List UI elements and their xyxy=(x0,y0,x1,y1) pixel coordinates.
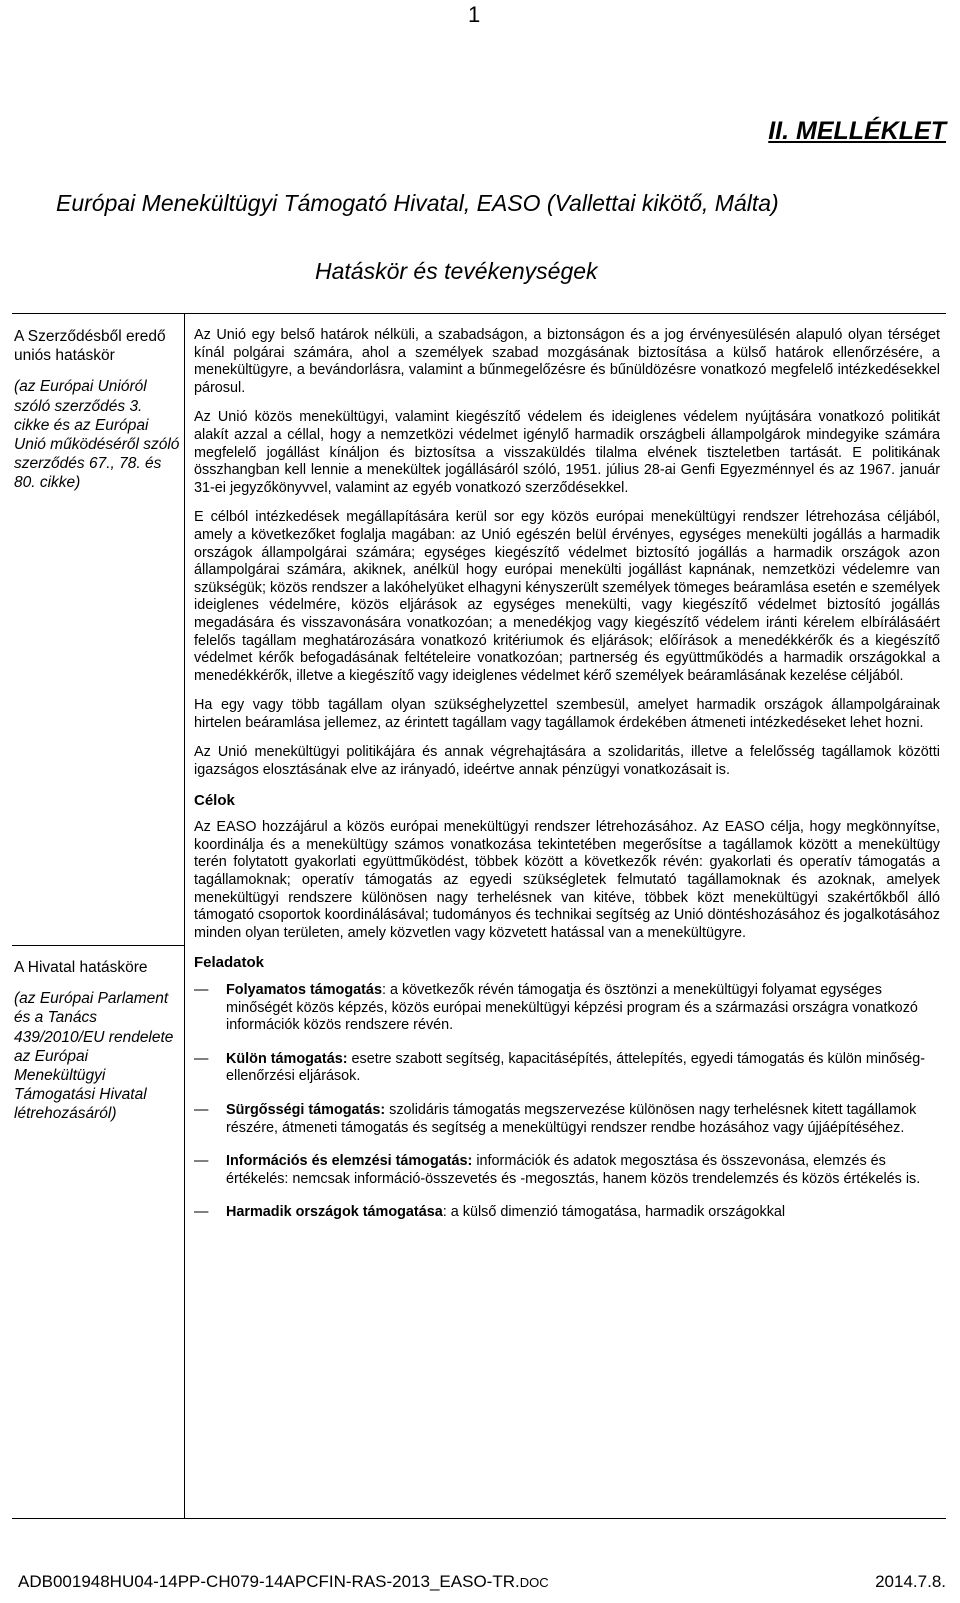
list-item xyxy=(194,1153,940,1188)
task-text: esetre szabott segítség, kapacitásépítés, áttelepítés, egyedi támogatás és külön minőség-ellenőrzési eljárások. xyxy=(226,1050,926,1085)
dash-bullet-icon: — xyxy=(194,1153,209,1170)
footer-doc-ext: DOC xyxy=(519,1575,549,1590)
footer-rule xyxy=(12,1518,946,1519)
task-text: : a következők révén támogatja és ösztönzi a menekültügyi folyamat egységes minőségét közös képzés, közös európai menekültügyi képzési program és a származási országra vonatkozó információk közös rendszere révén. xyxy=(226,982,918,1034)
section-2-heading: A Hivatal hatásköre xyxy=(14,959,148,976)
table-top-rule xyxy=(12,313,946,314)
task-label: Folyamatos támogatás xyxy=(226,982,382,998)
footer-doc-ref xyxy=(18,1572,549,1592)
task-text: szolidáris támogatás megszervezése különösen nagy terhelésnek kitett tagállamok részére, átmeneti támogatás és segítség a menekültügyi rendszer rendbe hozásához vagy újjáépítéséhez. xyxy=(226,1101,917,1136)
main-content xyxy=(194,327,940,1238)
section-2-label xyxy=(14,958,180,1124)
footer-date: 2014.7.8. xyxy=(875,1572,946,1591)
goals-text: Az EASO hozzájárul a közös európai menekültügyi rendszer létrehozásához. Az EASO célja, hogy megkönnyítse, koordinálja és a menekültügy számos vonatkozása tekintetében megerősítse a tagállamok között a menekültügy terén folytatott gyakorlati együttműködést, többek között a következők révén: gyakorlati és operatív támogatás a tagállamoknak; operatív támogatás az egyedi szükségletek felmutató tagállamoknak és azoknak, amelyek menekültügyi rendszere különösen nagy terhelésnek van kitéve, többek közt menekültügyi szakértőkből álló támogató csoportok koordinálásával; tudományos és technikai segítség az Unió döntéshozásához és jogalkotásához minden olyan területen, amely közvetlen vagy közvetett hatással van a menekültügyre. xyxy=(194,819,940,941)
column-divider xyxy=(184,313,185,1518)
task-label: Információs és elemzési támogatás: xyxy=(226,1153,473,1170)
list-item xyxy=(194,1102,940,1137)
dash-bullet-icon: — xyxy=(194,1050,209,1067)
paragraph: Az Unió egy belső határok nélküli, a szabadságon, a biztonságon és a jog érvényesülésén alapuló olyan térséget kínál polgárai számára, ahol a személyek szabad mozgásának biztosítása a külső határok ellenőrzésére, a menekültügyre, a bevándorlásra, valamint a bűnmegelőzésre és bűnüldözésre vonatkozó megfelelő intézkedésekkel párosul. xyxy=(194,327,940,396)
paragraph: Az Unió közös menekültügyi, valamint kiegészítő védelem és ideiglenes védelem nyújtására vonatkozó politikát alakít azzal a céllal, hogy a nemzetközi védelmet igénylő harmadik országbeli állampolgárok mindegyike számára megfelelő jogállást kínáljon és biztosítsa a visszaküldés tilalma elvének tiszteletben tartását. E politikának összhangban kell lennie a menekültek jogállásáról szóló, 1951. július 28-ai Genfi Egyezménnyel és az 1967. január 31-ei jegyzőkönyvvel, valamint az egyéb vonatkozó szerződésekkel. xyxy=(194,409,940,496)
section-1-note: (az Európai Unióról szóló szerződés 3. cikke és az Európai Unió működéséről szóló szerződés 67., 78. és 80. cikke) xyxy=(14,378,180,492)
list-item xyxy=(194,1204,940,1222)
section-2-note: (az Európai Parlament és a Tanács 439/2010/EU rendelete az Európai Menekültügyi Támogatási Hivatal létrehozásáról) xyxy=(14,990,174,1123)
section-divider xyxy=(12,945,184,946)
task-text: információk és adatok megosztása és összevonása, elemzés és értékelés: nemcsak információ-összevetés és -megosztás, hanem közös trendelemzés és közös értékelés is. xyxy=(226,1153,921,1187)
task-label: Harmadik országok támogatása xyxy=(226,1204,443,1221)
goals-heading: Célok xyxy=(194,791,235,809)
task-text: : a külső dimenzió támogatása, harmadik országokkal xyxy=(442,1204,786,1221)
task-label: Külön támogatás: xyxy=(226,1050,348,1067)
list-item xyxy=(194,1051,940,1086)
section-1-label xyxy=(14,327,180,493)
list-item xyxy=(194,982,940,1035)
footer-doc-ref-text: ADB001948HU04-14PP-CH079-14APCFIN-RAS-2013_EASO-TR. xyxy=(18,1572,520,1591)
annex-title: II. MELLÉKLET xyxy=(768,117,946,145)
document-subtitle: Hatáskör és tevékenységek xyxy=(315,258,598,284)
tasks-heading: Feladatok xyxy=(194,954,265,972)
document-title: Európai Menekültügyi Támogató Hivatal, EASO (Vallettai kikötő, Málta) xyxy=(56,190,779,216)
task-label: Sürgősségi támogatás: xyxy=(226,1101,386,1118)
paragraph: E célból intézkedések megállapítására kerül sor egy közös európai menekültügyi rendszer létrehozása céljából, amely a következőket foglalja magában: az Unió egészén belül érvényes, egységes menekülti jogállás a harmadik országok állampolgárai számára; egységes kiegészítő védelmet biztosító jogállás a harmadik országok azon állampolgárai számára, akiknek, anélkül hogy európai menekülti jogállást kapnának, nemzetközi védelemre van szükségük; közös rendszer a lakóhelyüket elhagyni kényszerült személyek tömeges beáramlása esetén e személyek ideiglenes védelmére, közös eljárások az egységes menekülti, vagy kiegészítő védelmet biztosító jogállás megadására és visszavonására vonatkozóan; a menedékjog vagy kiegészítő védelem iránti kérelem elbírálásáért felelős tagállam meghatározására vonatkozó kritériumok és eljárások; előírások a menedékkérők és a kiegészítő védelmet kérők befogadásának feltételeire vonatkozóan; partnerség és együttműködés a harmadik országokkal a menedékkérők, illetve a kiegészítő vagy ideiglenes védelmet kérő személyek beáramlásának kezelése céljából. xyxy=(194,509,940,684)
section-1-heading: A Szerződésből eredő uniós hatáskör xyxy=(14,328,166,365)
paragraph: Az Unió menekültügyi politikájára és annak végrehajtására a szolidaritás, illetve a felelősség tagállamok közötti igazságos elosztásának elve az irányadó, ideértve annak pénzügyi vonatkozásait is. xyxy=(194,744,940,779)
dash-bullet-icon: — xyxy=(194,1204,209,1221)
dash-bullet-icon: — xyxy=(194,982,209,998)
tasks-list xyxy=(194,982,940,1222)
dash-bullet-icon: — xyxy=(194,1101,209,1118)
page-number: 1 xyxy=(468,2,481,27)
paragraph: Ha egy vagy több tagállam olyan szükséghelyzettel szembesül, amelyet harmadik országok állampolgárainak hirtelen beáramlása jellemez, az érintett tagállam vagy tagállamok érdekében átmeneti intézkedéseket lehet hozni. xyxy=(194,697,940,731)
